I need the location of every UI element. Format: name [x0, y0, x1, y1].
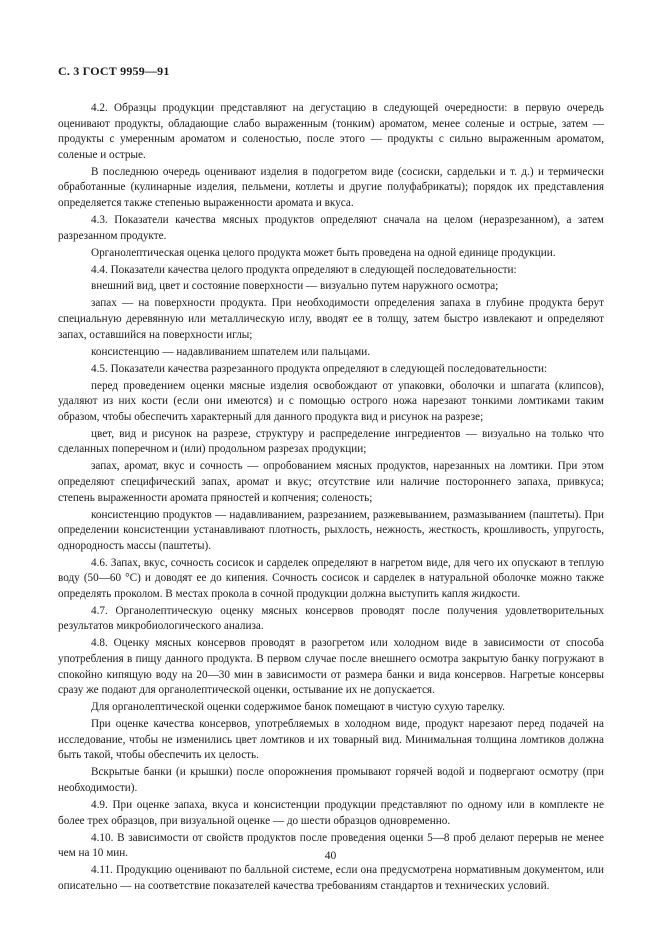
- paragraph-4-6: 4.6. Запах, вкус, сочность сосисок и сарделек определяют в нагретом виде, для чего их опускают в теплую воду (50—60 °С) и доводят ее до кипения. Сочность сосисок и сарделек в натуральной оболочке можно также определять проколом. В местах прокола в сочной продукции должна выступить капля жидкости.: [58, 556, 604, 600]
- paragraph-4-3: 4.3. Показатели качества мясных продуктов определяют сначала на целом (неразрезанном), а затем разрезанном продукте.: [58, 213, 604, 242]
- paragraph-cold: При оценке качества консервов, употребляемых в холодном виде, продукт нарезают перед подачей на исследование, чтобы не изменились цвет ломтиков и их товарный вид. Минимальная толщина ломтиков должна быть такой, чтобы обеспечить их целость.: [58, 718, 604, 762]
- paragraph-heated-order: В последнюю очередь оценивают изделия в подогретом виде (сосиски, сардельки и т. д.) и термически обработанные (кулинарные изделия, пельмени, котлеты и другие полуфабрикаты); порядок их представления определяется также степенью выраженности аромата и вкуса.: [58, 165, 604, 209]
- paragraph-taste: запах, аромат, вкус и сочность — опробованием мясных продуктов, нарезанных на ломтики. При этом определяют специфический запах, аромат и вкус; отсутствие или наличие постороннего запаха, привкуса; степень выраженности аромата пряностей и копчения; соленость;: [58, 460, 604, 504]
- paragraph-smell: запах — на поверхности продукта. При необходимости определения запаха в глубине продукта берут специальную деревянную или металлическую иглу, вводят ее в толщу, затем быстро извлекают и определяют запах, оставшийся на поверхности иглы;: [58, 297, 604, 341]
- paragraph-4-9: 4.9. При оценке запаха, вкуса и консистенции продукции представляют по одному или в комплекте не более трех образцов, при визуальной оценке — до шести образцов одновременно.: [58, 798, 604, 827]
- paragraph-preparation: перед проведением оценки мясные изделия освобождают от упаковки, оболочки и шпагата (клипсов), удаляют из них кости (если они имеются) и с помощью острого ножа нарезают тонкими ломтиками таким образом, чтобы обеспечить характерный для данного продукта вид и рисунок на разрезе;: [58, 379, 604, 423]
- paragraph-4-5: 4.5. Показатели качества разрезанного продукта определяют в следующей последовательности:: [91, 362, 548, 375]
- paragraph-4-2: 4.2. Образцы продукции представляют на дегустацию в следующей очередности: в первую очередь оценивают продукты, обладающие слабо выраженным (тонким) ароматом, менее соленые и острые, затем — продукты с умеренным ароматом и соленостью, после этого — продукты с сильно выраженным ароматом, соленые и острые.: [58, 102, 604, 161]
- paragraph-plate: Для органолептической оценки содержимое банок помещают в чистую сухую тарелку.: [91, 701, 505, 714]
- paragraph-4-4: 4.4. Показатели качества целого продукта определяют в следующей последовательности:: [91, 263, 517, 276]
- page-header: С. 3 ГОСТ 9959—91: [58, 64, 170, 78]
- page-number: 40: [324, 850, 337, 862]
- paragraph-4-8: 4.8. Оценку мясных консервов проводят в разогретом или холодном виде в зависимости от способа употребления в пищу данного продукта. В первом случае после внешнего осмотра закрытую банку погружают в спокойно кипящую воду на 20—30 мин в зависимости от размера банки и вида консервов. Нагретые консервы сразу же подают для органолептической оценки, остывание их не допускается.: [58, 637, 604, 697]
- paragraph-appearance: внешний вид, цвет и состояние поверхности — визуально путем наружного осмотра;: [91, 280, 499, 293]
- paragraph-opened-cans: Вскрытые банки (и крышки) после опорожнения промывают горячей водой и подвергают осмотру (при необходимости).: [58, 766, 604, 794]
- paragraph-consistency: консистенцию — надавливанием шпателем или пальцами.: [91, 345, 371, 358]
- paragraph-cut-appearance: цвет, вид и рисунок на разрезе, структуру и распределение ингредиентов — визуально на только что сделанных поперечном и (или) продольном разрезах продукции;: [58, 427, 604, 456]
- paragraph-single-unit: Органолептическая оценка целого продукта может быть проведена на одной единице продукции.: [91, 246, 556, 259]
- paragraph-4-10: 4.10. В зависимости от свойств продуктов после проведения оценки 5—8 проб делают перерыв не менее чем на 10 мин.: [58, 831, 604, 860]
- paragraph-cut-consistency: консистенцию продуктов — надавливанием, разрезанием, разжевыванием, размазыванием (паштеты). При определении консистенции устанавливают плотность, рыхлость, нежность, жесткость, крошливость, упругость, однородность массы (паштеты).: [58, 508, 604, 552]
- document-page: [58, 64, 604, 896]
- paragraph-4-11: 4.11. Продукцию оценивают по балльной системе, если она предусмотрена нормативным документом, или описательно — на соответствие показателей качества требованиям стандартов и технических условий.: [58, 864, 604, 892]
- paragraph-4-7: 4.7. Органолептическую оценку мясных консервов проводят после получения удовлетворительных результатов микробиологического анализа.: [58, 604, 604, 633]
